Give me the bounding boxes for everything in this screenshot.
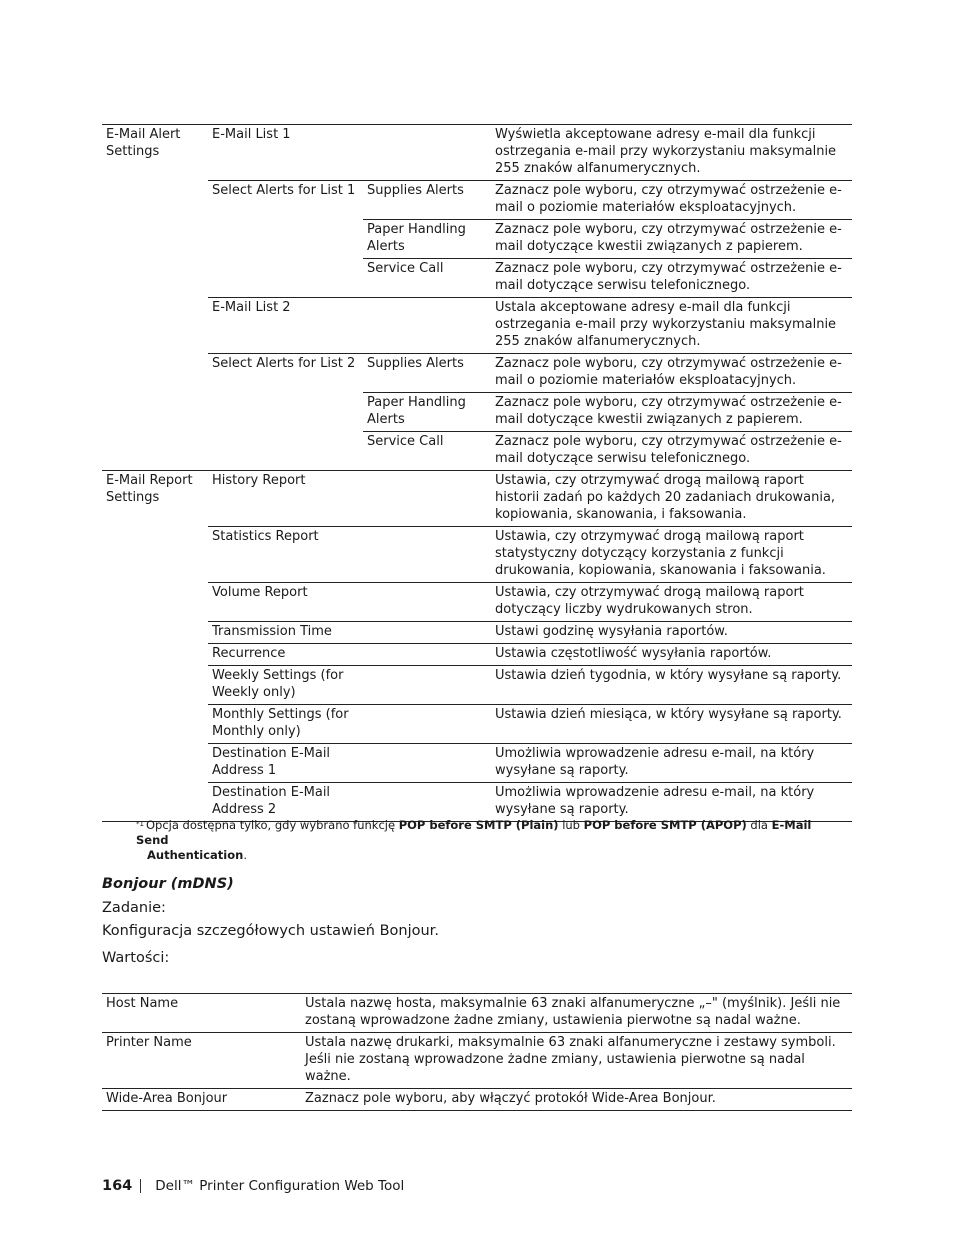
table-row — [102, 783, 852, 822]
sub-setting-cell: Service Call — [363, 432, 491, 471]
setting-name-cell: Statistics Report — [208, 527, 363, 583]
setting-name-cell: Select Alerts for List 2 — [208, 354, 363, 393]
table-row — [102, 220, 852, 259]
setting-name-cell: E-Mail List 2 — [208, 298, 363, 354]
task-text: Konfiguracja szczegółowych ustawień Bonjour. — [102, 923, 439, 939]
description-cell: Ustawia, czy otrzymywać drogą mailową raport dotyczący liczby wydrukowanych stron. — [491, 583, 852, 622]
table-row — [102, 298, 852, 354]
sub-setting-cell — [363, 471, 491, 527]
setting-group-cell — [102, 666, 208, 705]
description-cell: Ustala nazwę drukarki, maksymalnie 63 znaki alfanumeryczne i zestawy symboli. Jeśli nie zostaną wprowadzone żadne zmiany, ustawienia pierwotne są nadal ważne. — [305, 1035, 836, 1084]
setting-group-cell — [102, 220, 208, 259]
sub-setting-cell — [363, 783, 491, 822]
setting-group-cell — [102, 783, 208, 822]
description-cell: Umożliwia wprowadzenie adresu e-mail, na który wysyłane są raporty. — [491, 744, 852, 783]
setting-group-cell — [102, 622, 208, 644]
description-cell: Zaznacz pole wyboru, aby włączyć protokół Wide-Area Bonjour. — [305, 1091, 716, 1106]
email-settings-table — [102, 124, 852, 822]
task-label: Zadanie: — [102, 900, 166, 916]
description-cell: Ustawia dzień tygodnia, w który wysyłane są raporty. — [491, 666, 852, 705]
setting-group-cell — [102, 259, 208, 298]
table-row — [102, 181, 852, 220]
table-row — [102, 1033, 852, 1089]
setting-name-cell: Printer Name — [106, 1035, 192, 1050]
footnote-text-4: . — [243, 848, 247, 862]
footer-divider — [140, 1179, 141, 1193]
footer-title: Dell™ Printer Configuration Web Tool — [155, 1178, 405, 1194]
table-row — [102, 994, 852, 1033]
table-row — [102, 622, 852, 644]
setting-group-cell — [102, 393, 208, 432]
sub-setting-cell — [363, 622, 491, 644]
sub-setting-cell — [363, 527, 491, 583]
setting-name-cell: Transmission Time — [208, 622, 363, 644]
table-row — [102, 259, 852, 298]
table-row — [102, 644, 852, 666]
footnote-text-2: lub — [558, 818, 584, 832]
description-cell: Ustawia częstotliwość wysyłania raportów. — [491, 644, 852, 666]
description-cell: Umożliwia wprowadzenie adresu e-mail, na który wysyłane są raporty. — [491, 783, 852, 822]
description-cell: Ustawia, czy otrzymywać drogą mailową raport statystyczny dotyczący korzystania z funkcji drukowania, kopiowania, skanowania i faksowania. — [491, 527, 852, 583]
sub-setting-cell: Supplies Alerts — [363, 354, 491, 393]
setting-name-cell: Weekly Settings (for Weekly only) — [208, 666, 363, 705]
footnote-option-plain: POP before SMTP (Plain) — [398, 818, 559, 832]
footnote-option-send: E-Mail Send — [136, 818, 812, 847]
setting-name-cell: Select Alerts for List 1 — [208, 181, 363, 220]
table-row — [102, 527, 852, 583]
sub-setting-cell: Supplies Alerts — [363, 181, 491, 220]
table-row — [102, 1089, 852, 1111]
setting-group-cell — [102, 354, 208, 393]
description-cell: Zaznacz pole wyboru, czy otrzymywać ostrzeżenie e-mail dotyczące serwisu telefonicznego. — [491, 432, 852, 471]
setting-group-cell — [102, 705, 208, 744]
description-cell: Zaznacz pole wyboru, czy otrzymywać ostrzeżenie e-mail o poziomie materiałów eksploatacyjnych. — [491, 354, 852, 393]
setting-group-cell: E-Mail Report Settings — [102, 471, 208, 527]
description-cell: Zaznacz pole wyboru, czy otrzymywać ostrzeżenie e-mail dotyczące serwisu telefonicznego. — [491, 259, 852, 298]
setting-name-cell: Volume Report — [208, 583, 363, 622]
footnote — [136, 818, 826, 863]
setting-name-cell: Host Name — [106, 996, 179, 1011]
setting-name-cell: E-Mail List 1 — [208, 125, 363, 181]
bonjour-table — [102, 993, 852, 1111]
setting-name-cell — [208, 259, 363, 298]
sub-setting-cell: Paper Handling Alerts — [363, 393, 491, 432]
setting-group-cell: E-Mail Alert Settings — [102, 125, 208, 181]
description-cell: Ustawia dzień miesiąca, w który wysyłane są raporty. — [491, 705, 852, 744]
setting-name-cell: Wide-Area Bonjour — [106, 1091, 228, 1106]
description-cell: Zaznacz pole wyboru, czy otrzymywać ostrzeżenie e-mail o poziomie materiałów eksploatacyjnych. — [491, 181, 852, 220]
table-row — [102, 354, 852, 393]
setting-group-cell — [102, 583, 208, 622]
values-label: Wartości: — [102, 950, 170, 966]
setting-name-cell: Recurrence — [208, 644, 363, 666]
setting-group-cell — [102, 181, 208, 220]
table-row — [102, 583, 852, 622]
setting-group-cell — [102, 527, 208, 583]
footnote-marker: *1 — [136, 820, 144, 828]
sub-setting-cell — [363, 744, 491, 783]
footnote-text-1: Opcja dostępna tylko, gdy wybrano funkcję — [145, 818, 399, 832]
sub-setting-cell — [363, 125, 491, 181]
sub-setting-cell: Paper Handling Alerts — [363, 220, 491, 259]
table-row — [102, 666, 852, 705]
setting-name-cell: Destination E-Mail Address 2 — [208, 783, 363, 822]
table-row — [102, 393, 852, 432]
setting-name-cell: Monthly Settings (for Monthly only) — [208, 705, 363, 744]
table-row — [102, 744, 852, 783]
description-cell: Ustawi godzinę wysyłania raportów. — [491, 622, 852, 644]
section-title: Bonjour (mDNS) — [102, 876, 234, 892]
sub-setting-cell — [363, 644, 491, 666]
description-cell: Ustala nazwę hosta, maksymalnie 63 znaki alfanumeryczne „–" (myślnik). Jeśli nie zostaną wprowadzone żadne zmiany, ustawienia pierwotne są nadal ważne. — [305, 996, 841, 1028]
description-cell: Ustawia, czy otrzymywać drogą mailową raport historii zadań po każdych 20 zadaniach drukowania, kopiowania, skanowania, i faksowania. — [491, 471, 852, 527]
footnote-option-apop: POP before SMTP (APOP) — [583, 818, 747, 832]
footnote-option-auth: Authentication — [147, 848, 244, 862]
footnote-text-3: dla — [746, 818, 772, 832]
sub-setting-cell: Service Call — [363, 259, 491, 298]
description-cell: Zaznacz pole wyboru, czy otrzymywać ostrzeżenie e-mail dotyczące kwestii związanych z papierem. — [491, 393, 852, 432]
description-cell: Wyświetla akceptowane adresy e-mail dla funkcji ostrzegania e-mail przy wykorzystaniu maksymalnie 255 znaków alfanumerycznych. — [491, 125, 852, 181]
description-cell: Zaznacz pole wyboru, czy otrzymywać ostrzeżenie e-mail dotyczące kwestii związanych z papierem. — [491, 220, 852, 259]
table-row — [102, 432, 852, 471]
sub-setting-cell — [363, 583, 491, 622]
page-number: 164 — [102, 1178, 133, 1194]
table-row — [102, 125, 852, 181]
setting-group-cell — [102, 298, 208, 354]
sub-setting-cell — [363, 705, 491, 744]
setting-group-cell — [102, 744, 208, 783]
setting-name-cell: Destination E-Mail Address 1 — [208, 744, 363, 783]
table-row — [102, 471, 852, 527]
setting-name-cell — [208, 393, 363, 432]
setting-name-cell — [208, 432, 363, 471]
sub-setting-cell — [363, 298, 491, 354]
table-row — [102, 705, 852, 744]
setting-group-cell — [102, 432, 208, 471]
setting-name-cell: History Report — [208, 471, 363, 527]
sub-setting-cell — [363, 666, 491, 705]
setting-name-cell — [208, 220, 363, 259]
setting-group-cell — [102, 644, 208, 666]
description-cell: Ustala akceptowane adresy e-mail dla funkcji ostrzegania e-mail przy wykorzystaniu maksymalnie 255 znaków alfanumerycznych. — [491, 298, 852, 354]
page-footer — [102, 1178, 404, 1194]
